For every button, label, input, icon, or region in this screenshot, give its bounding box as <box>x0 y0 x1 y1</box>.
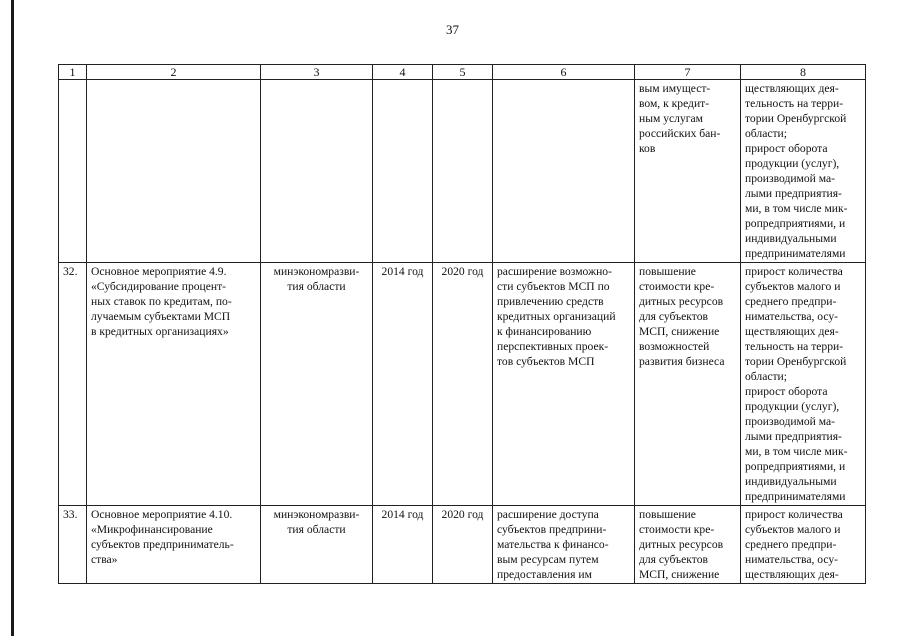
expected-result: расширение доступа субъектов предприни- мательства к финансо- вым ресурсам путем предоставления им <box>493 506 635 584</box>
executor <box>261 80 373 263</box>
indicators: прирост количества субъектов малого и среднего предпри- нимательства, осу- ществляющих дея- тельность на терри- тории Оренбургской области; прирост оборота продукции (услуг), производимой ма- лыми предприятия- ми, в том числе мик- ропредприятиями, и индивидуальными предпринимателями <box>741 263 866 506</box>
non-implementation-consequence: вым имущест- вом, к кредит- ным услугам российских бан- ков <box>635 80 741 263</box>
expected-result: расширение возможно- сти субъектов МСП по привлечению средств кредитных организаций к финансированию перспективных проек- тов субъектов МСП <box>493 263 635 506</box>
row-number: 32. <box>59 263 87 506</box>
column-header: 7 <box>635 65 741 80</box>
page-number: 37 <box>446 22 459 37</box>
end-year: 2020 год <box>433 506 493 584</box>
executor: минэкономразви- тия области <box>261 263 373 506</box>
end-year: 2020 год <box>433 263 493 506</box>
row-number: 33. <box>59 506 87 584</box>
non-implementation-consequence: повышение стоимости кре- дитных ресурсов для субъектов МСП, снижение <box>635 506 741 584</box>
column-header: 2 <box>87 65 261 80</box>
non-implementation-consequence: повышение стоимости кре- дитных ресурсов для субъектов МСП, снижение возможностей развития бизнеса <box>635 263 741 506</box>
measure-name <box>87 80 261 263</box>
executor: минэкономразви- тия области <box>261 506 373 584</box>
column-header: 1 <box>59 65 87 80</box>
indicators: прирост количества субъектов малого и среднего предпри- нимательства, осу- ществляющих дея- <box>741 506 866 584</box>
table-row <box>59 506 866 584</box>
indicators: ществляющих дея- тельность на терри- тории Оренбургской области; прирост оборота продукции (услуг), производимой ма- лыми предприятия- ми, в том числе мик- ропредприятиями, и индивидуальными предпринимателями <box>741 80 866 263</box>
start-year: 2014 год <box>373 263 433 506</box>
measure-name: Основное мероприятие 4.10. «Микрофинансирование субъектов предприниматель- ства» <box>87 506 261 584</box>
column-header: 8 <box>741 65 866 80</box>
column-header: 3 <box>261 65 373 80</box>
column-number-row <box>59 65 866 80</box>
table-row <box>59 80 866 263</box>
start-year <box>373 80 433 263</box>
column-header: 5 <box>433 65 493 80</box>
column-header: 6 <box>493 65 635 80</box>
table-row <box>59 263 866 506</box>
end-year <box>433 80 493 263</box>
scan-edge-shadow <box>11 0 14 636</box>
start-year: 2014 год <box>373 506 433 584</box>
row-number <box>59 80 87 263</box>
measure-name: Основное мероприятие 4.9. «Субсидирование процент- ных ставок по кредитам, по- лучаемым субъектами МСП в кредитных организациях» <box>87 263 261 506</box>
column-header: 4 <box>373 65 433 80</box>
measures-table <box>58 64 866 584</box>
expected-result <box>493 80 635 263</box>
